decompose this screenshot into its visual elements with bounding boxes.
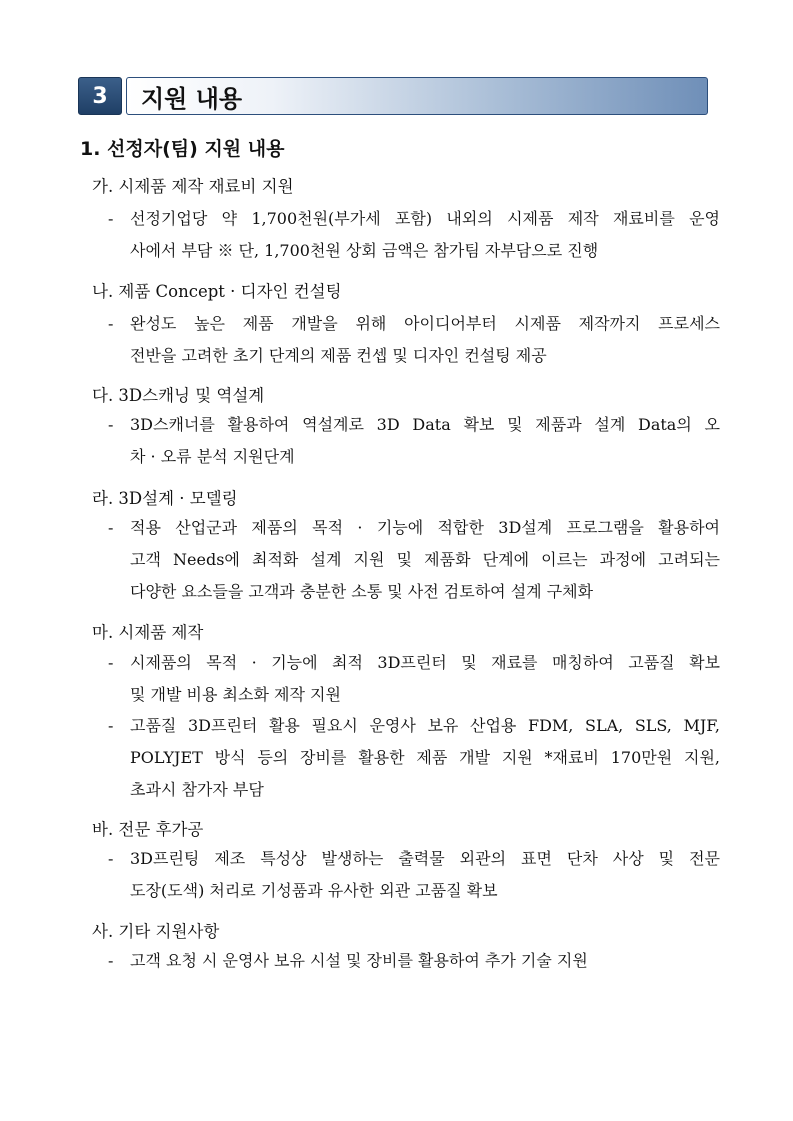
bullet-line: POLYJET 방식 등의 장비를 활용한 제품 개발 지원 *재료비 170만원 지원, bbox=[130, 748, 720, 767]
bullet-line: - 선정기업당 약 1,700천원(부가세 포함) 내외의 시제품 제작 재료비를 운영 bbox=[108, 209, 720, 228]
bullet-line: - 고품질 3D프린터 활용 필요시 운영사 보유 산업용 FDM, SLA, SLS, MJF, bbox=[108, 716, 720, 735]
bullet-3d-scanning bbox=[108, 409, 720, 473]
bullet-line: - 3D프린팅 제조 특성상 발생하는 출력물 외관의 표면 단차 사상 및 전문 bbox=[108, 849, 720, 868]
bullet-line: - 완성도 높은 제품 개발을 위해 아이디어부터 시제품 제작까지 프로세스 bbox=[108, 314, 720, 333]
bullet-line: 사에서 부담 ※ 단, 1,700천원 상회 금액은 참가팀 자부담으로 진행 bbox=[130, 241, 599, 260]
bullet-concept-design bbox=[108, 308, 720, 372]
item-heading-concept-design: 나. 제품 Concept · 디자인 컨설팅 bbox=[92, 282, 342, 301]
bullet-materials bbox=[108, 203, 720, 267]
bullet-line: 및 개발 비용 최소화 제작 지원 bbox=[130, 685, 341, 704]
section-number-badge: 3 bbox=[78, 77, 122, 115]
bullet-line: 고객 Needs에 최적화 설계 지원 및 제품화 단계에 이르는 과정에 고려되는 bbox=[130, 550, 720, 569]
bullet-line: 전반을 고려한 초기 단계의 제품 컨셉 및 디자인 컨설팅 제공 bbox=[130, 346, 547, 365]
section-header-banner bbox=[78, 77, 708, 115]
item-heading-other-support: 사. 기타 지원사항 bbox=[92, 922, 220, 941]
bullet-line: - 3D스캐너를 활용하여 역설계로 3D Data 확보 및 제품과 설계 Data의 오 bbox=[108, 415, 720, 434]
subsection-title: 1. 선정자(팀) 지원 내용 bbox=[80, 138, 285, 160]
bullet-other-support bbox=[108, 945, 720, 977]
bullet-line: - 시제품의 목적 · 기능에 최적 3D프린터 및 재료를 매칭하여 고품질 확보 bbox=[108, 653, 720, 672]
item-heading-3d-modeling: 라. 3D설계 · 모델링 bbox=[92, 489, 238, 508]
bullet-prototype-2 bbox=[108, 710, 720, 806]
item-heading-materials: 가. 시제품 제작 재료비 지원 bbox=[92, 177, 294, 196]
bullet-line: 도장(도색) 처리로 기성품과 유사한 외관 고품질 확보 bbox=[130, 881, 498, 900]
bullet-3d-modeling bbox=[108, 512, 720, 608]
bullet-line: 초과시 참가자 부담 bbox=[130, 780, 264, 799]
bullet-line: - 고객 요청 시 운영사 보유 시설 및 장비를 활용하여 추가 기술 지원 bbox=[108, 951, 588, 970]
bullet-line: 다양한 요소들을 고객과 충분한 소통 및 사전 검토하여 설계 구체화 bbox=[130, 582, 594, 601]
bullet-line: 차 · 오류 분석 지원단계 bbox=[130, 447, 295, 466]
bullet-post-processing bbox=[108, 843, 720, 907]
item-heading-post-processing: 바. 전문 후가공 bbox=[92, 820, 204, 839]
bullet-prototype-1 bbox=[108, 647, 720, 711]
item-heading-3d-scanning: 다. 3D스캐닝 및 역설계 bbox=[92, 386, 265, 405]
section-header-title: 지원 내용 bbox=[126, 77, 708, 115]
bullet-line: - 적용 산업군과 제품의 목적 · 기능에 적합한 3D설계 프로그램을 활용하여 bbox=[108, 518, 720, 537]
item-heading-prototype: 마. 시제품 제작 bbox=[92, 623, 204, 642]
